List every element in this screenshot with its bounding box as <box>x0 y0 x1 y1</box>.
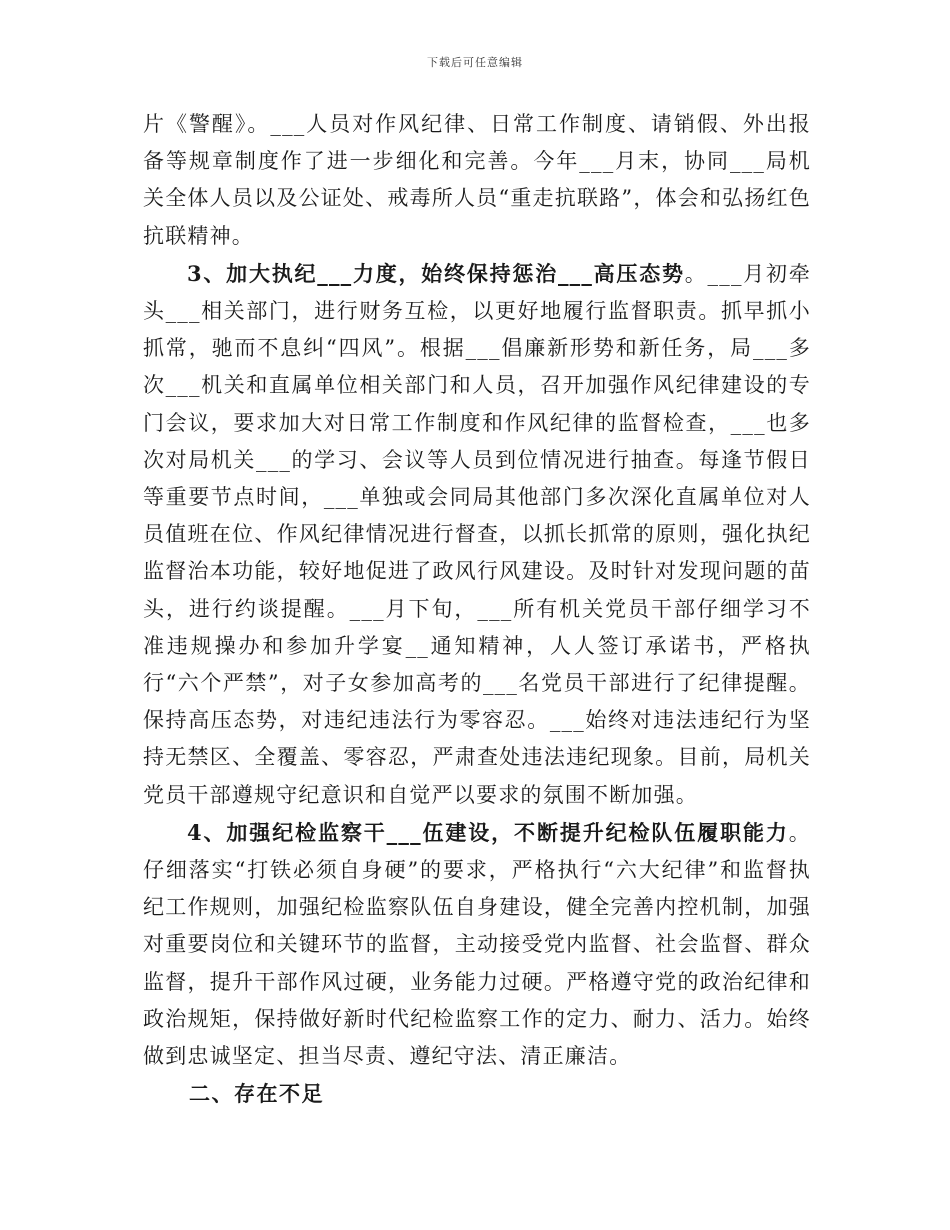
paragraph-2 <box>143 255 811 814</box>
paragraph-3 <box>143 814 811 1075</box>
paragraph-2-body: 。___月初牵头___相关部门，进行财务互检，以更好地履行监督职责。抓早抓小抓常，驰而不息纠“四风”。根据___倡廉新形势和新任务，局___多次___机关和直属单位相关部门和人员，召开加强作风纪律建设的专门会议，要求加大对日常工作制度和作风纪律的监督检查，___也多次对局机关___的学习、会议等人员到位情况进行抽查。每逢节假日等重要节点时间，___单独或会同局其他部门多次深化直属单位对人员值班在位、作风纪律情况进行督查，以抓长抓常的原则，强化执纪监督治本功能，较好地促进了政风行风建设。及时针对发现问题的苗头，进行约谈提醒。___月下旬，___所有机关党员干部仔细学习不准违规操办和参加升学宴__通知精神，人人签订承诺书，严格执行“六个严禁”，对子女参加高考的___名党员干部进行了纪律提醒。保持高压态势，对违纪违法行为零容忍。___始终对违法违纪行为坚持无禁区、全覆盖、零容忍，严肃查处违法违纪现象。目前，局机关党员干部遵规守纪意识和自觉严以要求的氛围不断加强。 <box>143 261 811 807</box>
page-header: 下载后可任意编辑 <box>427 56 523 69</box>
paragraph-1: 片《警醒》。___人员对作风纪律、日常工作制度、请销假、外出报备等规章制度作了进一步细化和完善。今年___月末，协同___局机关全体人员以及公证处、戒毒所人员“重走抗联路”，体会和弘扬红色抗联精神。 <box>143 112 811 248</box>
paragraph-3-title: 4、加强纪检监察干___伍建设，不断提升纪检队伍履职能力 <box>187 819 789 845</box>
paragraph-2-title: 3、加大执纪___力度，始终保持惩治___高压态势 <box>187 260 685 286</box>
section-heading: 二、存在不足 <box>189 1081 324 1107</box>
paragraph-3-body: 。仔细落实“打铁必须自身硬”的要求，严格执行“六大纪律”和监督执纪工作规则，加强纪检监察队伍自身建设，健全完善内控机制，加强对重要岗位和关键环节的监督，主动接受党内监督、社会监督、群众监督，提升干部作风过硬，业务能力过硬。严格遵守党的政治纪律和政治规矩，保持做好新时代纪检监察工作的定力、耐力、活力。始终做到忠诚坚定、担当尽责、遵纪守法、清正廉洁。 <box>143 820 811 1069</box>
document-body <box>143 106 811 1112</box>
